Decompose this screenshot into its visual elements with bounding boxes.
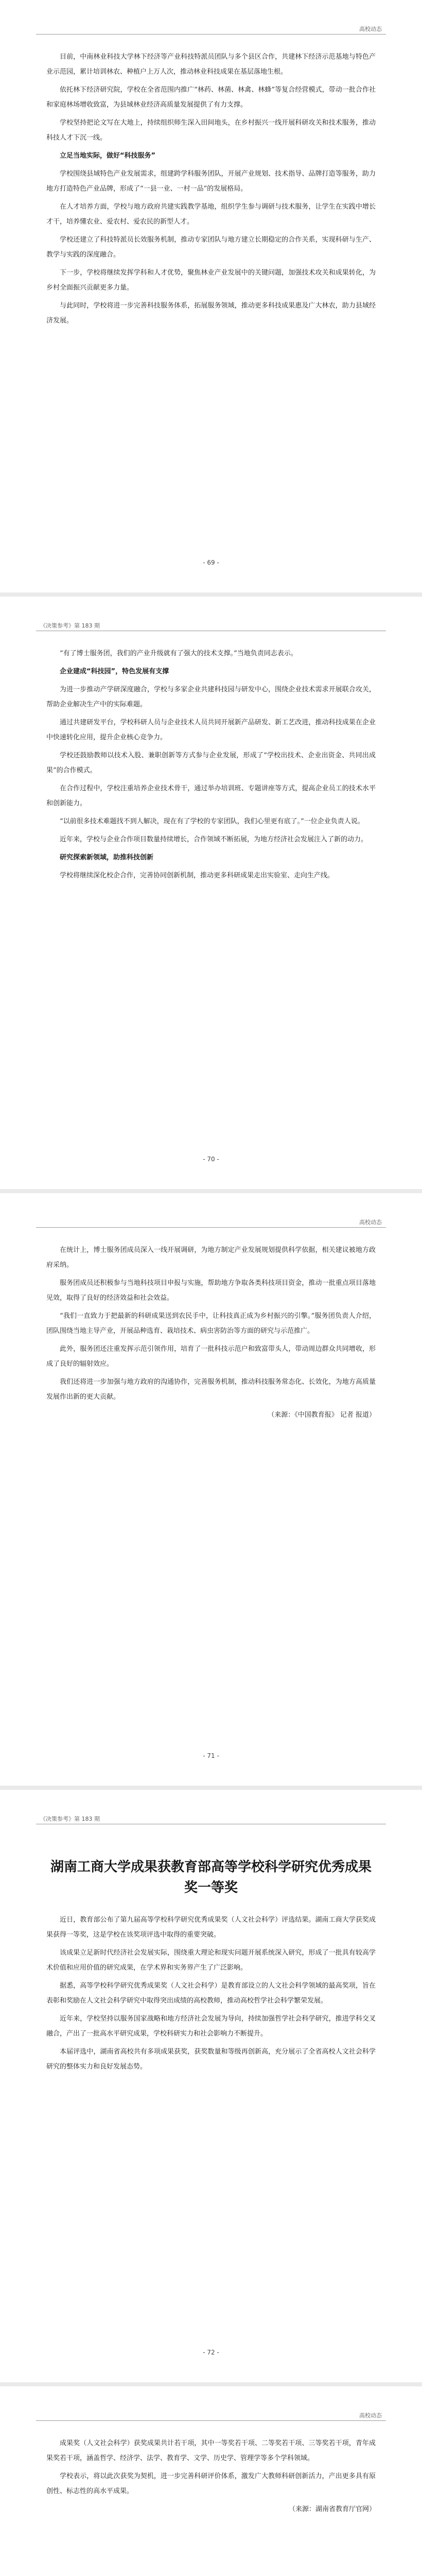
paragraph: 近年来，学校与企业合作项目数量持续增长，合作领域不断拓展，为地方经济社会发展注入了新的动力。	[60, 836, 368, 843]
page-4	[0, 1790, 422, 2382]
paragraph: 近日，教育部公布了第九届高等学校科学研究优秀成果奖（人文社会科学）评选结果。湖南工商大学获奖成果获得一等奖，这是学校在该奖项评选中取得的重要突破。	[46, 1916, 376, 1939]
page-number: - 71 -	[203, 1752, 219, 1759]
running-header: 《决策参考》第 183 期	[40, 1816, 100, 1822]
running-header: 高校动态	[359, 2412, 382, 2419]
paragraph: 下一步，学校将继续发挥学科和人才优势，聚焦林业产业发展中的关键问题，加强技术攻关和成果转化，为乡村全面振兴贡献更多力量。	[46, 269, 376, 292]
paragraph: 学校表示，将以此次获奖为契机，进一步完善科研评价体系，激发广大教师科研创新活力，产出更多具有原创性、标志性的高水平成果。	[46, 2472, 376, 2495]
paragraph: 成果奖（人文社会科学）获奖成果共计若干项，其中一等奖若干项、二等奖若干项、三等奖若干项，青年成果奖若干项，涵盖哲学、经济学、法学、教育学、文学、历史学、管理学等多个学科领域。	[46, 2439, 376, 2462]
paragraph: 目前，中南林业科技大学林下经济等产业科技特派员团队与多个县区合作，共建林下经济示范基地与特色产业示范园，累计培训林农、种植户上万人次，推动林业科技成果在基层落地生根。	[46, 53, 376, 76]
paragraph: 在统计上，博士服务团成员深入一线开展调研，为地方制定产业发展规划提供科学依据，相关建议被地方政府采纳。	[46, 1246, 376, 1269]
paragraph: 据悉，高等学校科学研究优秀成果奖（人文社会科学）是教育部设立的人文社会科学领域的最高奖项，旨在表彰和奖励在人文社会科学研究中取得突出成绩的高校教师，推动高校哲学社会科学繁荣发展。	[46, 1982, 376, 2005]
page-number: - 72 -	[203, 2349, 219, 2356]
section-subheading: 企业建成“科技园”，特色发展有支撑	[60, 668, 169, 675]
paragraph: “以前很多技术难题找不到人解决，现在有了学校的专家团队，我们心里更有底了。”一位企业负责人说。	[60, 818, 364, 825]
page-separator	[0, 1786, 422, 1790]
page-2	[0, 597, 422, 1189]
header-rule	[36, 2420, 386, 2421]
paragraph: 学校将继续深化校企合作，完善协同创新机制，推动更多科研成果走出实验室、走向生产线。	[60, 872, 335, 879]
running-header: 高校动态	[359, 1219, 382, 1226]
paragraph: 该成果立足新时代经济社会发展实际，围绕重大理论和现实问题开展系统深入研究，形成了一批具有较高学术价值和应用价值的研究成果，在学术界和实务界产生了广泛影响。	[46, 1949, 376, 1972]
page-5	[0, 2386, 422, 2576]
page-separator	[0, 592, 422, 597]
header-rule	[36, 34, 386, 35]
paragraph: 本届评选中，湖南省高校共有多项成果获奖，获奖数量和等级再创新高，充分展示了全省高校人文社会科学研究的整体实力和良好发展态势。	[46, 2048, 376, 2071]
page-body	[46, 1839, 376, 2077]
page-3	[0, 1193, 422, 1786]
page-separator	[0, 1189, 422, 1193]
paragraph: 通过共建研发平台，学校科研人员与企业技术人员共同开展新产品研发、新工艺改进，推动科技成果在企业中快速转化应用，提升企业核心竞争力。	[46, 719, 376, 741]
paragraph: 在合作过程中，学校注重培养企业技术骨干，通过举办培训班、专题讲座等方式，提高企业员工的技术水平和创新能力。	[46, 785, 376, 807]
page-body	[46, 49, 376, 331]
page-1	[0, 0, 422, 592]
source-credit: （来源：《中国教育报》 记者 报道）	[268, 1411, 376, 1419]
page-number: - 69 -	[203, 559, 219, 566]
running-header: 《决策参考》第 183 期	[40, 622, 100, 629]
paragraph: 服务团成员还积极参与当地科技项目申报与实施，帮助地方争取各类科技项目资金，推动一批重点项目落地见效，取得了良好的经济效益和社会效益。	[46, 1279, 376, 1302]
paragraph: 学校围绕县域特色产业发展需求，组建跨学科服务团队，开展产业规划、技术指导、品牌打造等服务，助力地方打造特色产业品牌，形成了“一县一业、一村一品”的发展格局。	[46, 170, 376, 193]
paragraph: 我们还将进一步加强与地方政府的沟通协作，完善服务机制，推动科技服务常态化、长效化，为地方高质量发展作出新的更大贡献。	[46, 1378, 376, 1401]
header-rule	[36, 1227, 386, 1228]
page-body	[46, 646, 376, 886]
paragraph: 学校坚持把论文写在大地上，持续组织师生深入田间地头，在乡村振兴一线开展科研攻关和技术服务，推动科技人才下沉一线。	[46, 119, 376, 142]
page-separator	[0, 2382, 422, 2386]
running-header: 高校动态	[359, 26, 382, 32]
paragraph: 学校还建立了科技特派员长效服务机制，推动专家团队与地方建立长期稳定的合作关系，实现科研与生产、教学与实践的深度融合。	[46, 236, 376, 259]
paragraph: 此外，服务团还注重发挥示范引领作用，培育了一批科技示范户和致富带头人，带动周边群众共同增收，形成了良好的辐射效应。	[46, 1345, 376, 1368]
paragraph: 依托林下经济研究院，学校在全省范围内推广“林药、林菌、林禽、林蜂”等复合经营模式，带动一批合作社和家庭林场增收致富，为县域林业经济高质量发展提供了有力支撑。	[46, 86, 376, 109]
paragraph: 学校还鼓励教师以技术入股、兼职创新等方式参与企业发展，形成了“学校出技术、企业出资金、共同出成果”的合作模式。	[46, 752, 376, 774]
page-body	[46, 1243, 376, 1426]
paragraph: 为进一步推动产学研深度融合，学校与多家企业共建科技园与研发中心，围绕企业技术需求开展联合攻关，帮助企业解决生产中的实际难题。	[46, 686, 376, 708]
section-subheading: 立足当地实际，做好“科技服务”	[60, 152, 156, 160]
paragraph: 近年来，学校坚持以服务国家战略和地方经济社会发展为导向，持续加强哲学社会科学研究，推进学科交叉融合，产出了一批高水平研究成果，学校科研实力和社会影响力不断提升。	[46, 2015, 376, 2038]
paragraph: “我们一直致力于把最新的科研成果送到农民手中，让科技真正成为乡村振兴的引擎。”服务团负责人介绍，团队围绕当地主导产业，开展品种选育、栽培技术、病虫害防治等方面的研究与示范推广。	[46, 1312, 376, 1335]
source-credit: （来源：湖南省教育厅官网）	[288, 2505, 376, 2513]
section-subheading: 研究探索新领域，助推科技创新	[60, 854, 154, 861]
paragraph: “有了博士服务团，我们的产业升级就有了强大的技术支撑。”当地负责同志表示。	[60, 650, 297, 657]
page-number: - 70 -	[203, 1156, 219, 1163]
paragraph: 在人才培养方面，学校与地方政府共建实践教学基地，组织学生参与调研与技术服务，让学生在实践中增长才干，培养懂农业、爱农村、爱农民的新型人才。	[46, 203, 376, 226]
paragraph: 与此同时，学校将进一步完善科技服务体系，拓展服务领域，推动更多科技成果惠及广大林农，助力县域经济发展。	[46, 302, 376, 325]
article-title: 湖南工商大学成果获教育部高等学校科学研究优秀成果奖一等奖	[50, 1859, 372, 1895]
page-body	[46, 2436, 376, 2520]
